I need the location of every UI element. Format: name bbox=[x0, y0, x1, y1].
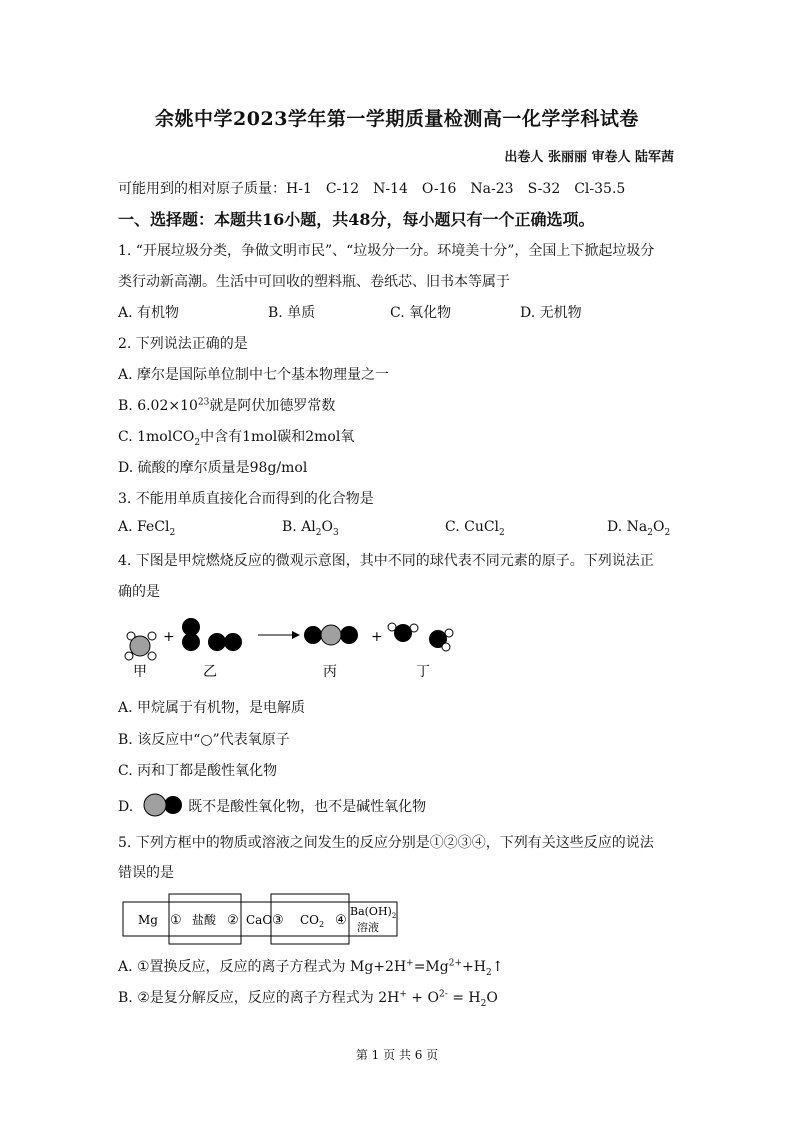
reaction-molecules bbox=[0, 610, 794, 690]
box-mg: Mg bbox=[138, 913, 158, 927]
q5-stem-line2: 错误的是 bbox=[118, 865, 174, 881]
box-num-3: ③ bbox=[272, 913, 284, 928]
box-baoh2: $Ba(OH)_2$ bbox=[350, 905, 397, 920]
q3-option-c: C. CuCl$_2$ bbox=[445, 519, 505, 538]
q4-option-a: A. 甲烷属于有机物，是电解质 bbox=[118, 700, 306, 716]
molecule-carbon-dioxide bbox=[304, 625, 358, 645]
plus-sign-1: + bbox=[163, 629, 175, 645]
q2-option-a: A. 摩尔是国际单位制中七个基本物理量之一 bbox=[118, 367, 390, 383]
q2-option-d: D. 硫酸的摩尔质量是98g/mol bbox=[118, 460, 308, 476]
q5-stem-line1: 5. 下列方框中的物质或溶液之间发生的反应分别是①②③④，下列有关这些反应的说法 bbox=[118, 835, 654, 851]
molecule-methane bbox=[125, 632, 156, 660]
q5-option-b: B. ②是复分解反应，反应的离子方程式为 $2H^+ + O^{2-} = H_2O$ bbox=[118, 989, 498, 1009]
section-heading: 一、选择题：本题共16小题，共48分，每小题只有一个正确选项。 bbox=[118, 210, 595, 229]
q3-option-a: A. FeCl$_2$ bbox=[118, 519, 176, 538]
box-num-4: ④ bbox=[335, 913, 347, 928]
q5-option-a: A. ①置换反应，反应的离子方程式为 $Mg+2H^+=Mg^{2+}+H_2↑$ bbox=[118, 958, 504, 978]
box-num-1: ① bbox=[170, 913, 182, 928]
box-cao: CaO bbox=[246, 913, 273, 927]
q4-stem-line1: 4. 下图是甲烷燃烧反应的微观示意图，其中不同的球代表不同元素的原子。下列说法正 bbox=[118, 553, 654, 569]
atomic-masses: 可能用到的相对原子质量：H-1 C-12 N-14 O-16 Na-23 S-32 Cl-35.5 bbox=[118, 181, 626, 197]
q1-stem-line1: 1. “开展垃圾分类，争做文明市民”、“垃圾分一分。环境美十分”，全国上下掀起垃圾分 bbox=[118, 243, 655, 259]
box-num-2: ② bbox=[227, 913, 239, 928]
q1-option-b: B. 单质 bbox=[268, 305, 316, 321]
page-footer: 第 1 页 共 6 页 bbox=[355, 1048, 439, 1062]
q3-option-d: D. $Na_2O_2$ bbox=[607, 519, 671, 538]
q1-option-d: D. 无机物 bbox=[520, 305, 582, 321]
label-ding: 丁 bbox=[416, 664, 430, 680]
q4-option-d: D. 既不是酸性氧化物，也不是碱性氧化物 bbox=[118, 795, 426, 819]
plus-sign-2: + bbox=[371, 629, 383, 645]
authors-line: 出卷人 张丽丽 审卷人 陆军茜 bbox=[504, 150, 674, 165]
molecule-water bbox=[388, 623, 453, 651]
q3-stem: 3. 不能用单质直接化合而得到的化合物是 bbox=[118, 491, 374, 507]
exam-title: 余姚中学2023学年第一学期质量检测高一化学学科试卷 bbox=[155, 108, 639, 130]
q2-option-b: B. $6.02\times 10^{23}$就是阿伏加德罗常数 bbox=[118, 397, 336, 414]
q4-option-b: B. 该反应中“○”代表氧原子 bbox=[118, 732, 290, 748]
label-bing: 丙 bbox=[323, 664, 337, 680]
box-co2: $CO_2$ bbox=[300, 913, 325, 929]
q1-stem-line2: 类行动新高潮。生活中可回收的塑料瓶、卷纸芯、旧书本等属于 bbox=[118, 274, 510, 290]
q1-option-c: C. 氧化物 bbox=[390, 305, 452, 321]
reaction-arrow bbox=[258, 631, 300, 639]
molecule-oxygen bbox=[182, 618, 242, 651]
q4-stem-line2: 确的是 bbox=[118, 584, 160, 600]
q2-stem: 2. 下列说法正确的是 bbox=[118, 336, 248, 352]
q2-option-c: C. 1molCO$_2$中含有1mol碳和2mol氧 bbox=[118, 429, 355, 448]
q1-option-a: A. 有机物 bbox=[118, 305, 180, 321]
q3-option-b: B. $Al_2O_3$ bbox=[282, 519, 339, 538]
co-molecule-icon bbox=[138, 793, 184, 817]
reaction-boxes bbox=[0, 893, 794, 945]
label-jia: 甲 bbox=[133, 664, 147, 680]
q4-option-c: C. 丙和丁都是酸性氧化物 bbox=[118, 763, 278, 779]
box-hcl: 盐酸 bbox=[192, 913, 217, 927]
box-solution: 溶液 bbox=[357, 921, 379, 934]
label-yi: 乙 bbox=[203, 664, 217, 680]
